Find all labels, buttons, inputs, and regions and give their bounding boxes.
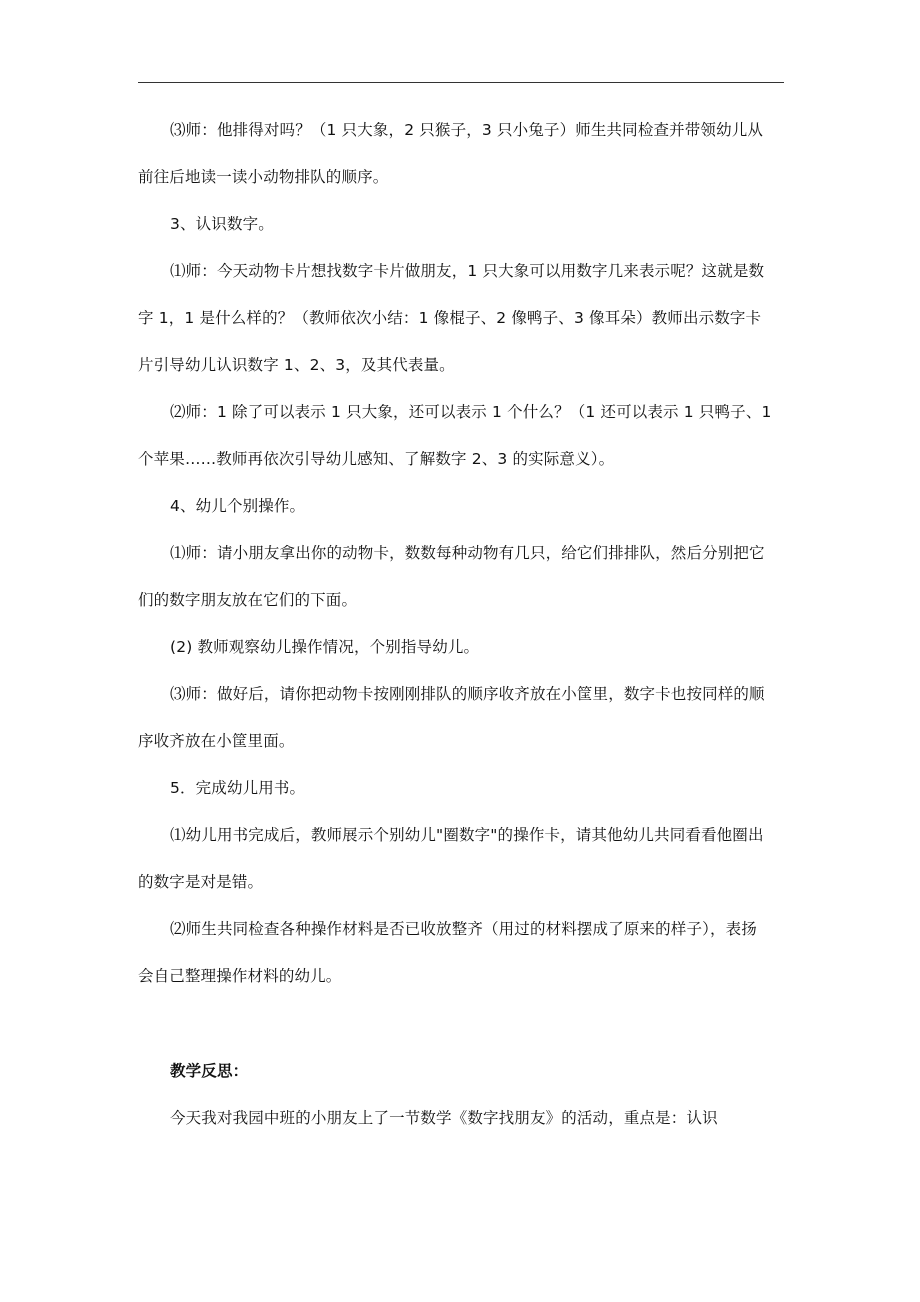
text-line: 们的数字朋友放在它们的下面。 — [138, 591, 358, 609]
text-line: ⑵师：1 除了可以表示 1 只大象，还可以表示 1 个什么？（1 还可以表示 1 只鸭子、1 — [170, 403, 772, 421]
section-heading-5 — [138, 776, 784, 801]
text-line: 个苹果……教师再依次引导幼儿感知、了解数字 2、3 的实际意义）。 — [138, 450, 615, 468]
text-line: ⑴师：请小朋友拿出你的动物卡，数数每种动物有几只，给它们排排队，然后分别把它 — [170, 544, 765, 562]
paragraph-8 — [138, 917, 784, 989]
text-line: ⑵师生共同检查各种操作材料是否已收放整齐（用过的材料摆成了原来的样子），表扬 — [170, 920, 757, 938]
text-line: 片引导幼儿认识数字 1、2、3，及其代表量。 — [138, 356, 455, 374]
text-line: 前往后地读一读小动物排队的顺序。 — [138, 168, 389, 186]
text-line: 3、认识数字。 — [170, 215, 274, 233]
text-line: 序收齐放在小筐里面。 — [138, 732, 295, 750]
text-line: 的数字是对是错。 — [138, 873, 264, 891]
paragraph-2 — [138, 259, 784, 378]
paragraph-5 — [138, 635, 784, 660]
text-line: 5．完成幼儿用书。 — [170, 779, 306, 797]
text-line: ⑴幼儿用书完成后，教师展示个别幼儿"圈数字"的操作卡，请其他幼儿共同看看他圈出 — [170, 826, 764, 844]
text-line: ⑶师：做好后，请你把动物卡按刚刚排队的顺序收齐放在小筐里，数字卡也按同样的顺 — [170, 685, 765, 703]
reflection-section — [138, 1059, 784, 1131]
paragraph-4 — [138, 541, 784, 613]
text-line: ⑴师：今天动物卡片想找数字卡片做朋友，1 只大象可以用数字几来表示呢？这就是数 — [170, 262, 765, 280]
paragraph-7 — [138, 823, 784, 895]
paragraph-6 — [138, 682, 784, 754]
paragraph-3 — [138, 400, 784, 472]
document-body — [138, 118, 784, 1131]
paragraph-1 — [138, 118, 784, 190]
reflection-text: 今天我对我园中班的小朋友上了一节数学《数字找朋友》的活动，重点是：认识 — [170, 1109, 718, 1127]
header-rule — [138, 82, 784, 83]
text-line: ⑶师：他排得对吗？（1 只大象，2 只猴子，3 只小兔子）师生共同检查并带领幼儿从 — [170, 121, 764, 139]
reflection-heading: 教学反思： — [170, 1062, 249, 1080]
text-line: (2) 教师观察幼儿操作情况，个别指导幼儿。 — [170, 638, 480, 656]
text-line: 4、幼儿个别操作。 — [170, 497, 306, 515]
text-line: 会自己整理操作材料的幼儿。 — [138, 967, 342, 985]
text-line: 字 1，1 是什么样的？（教师依次小结：1 像棍子、2 像鸭子、3 像耳朵）教师出示数字卡 — [138, 309, 762, 327]
section-heading-3 — [138, 212, 784, 237]
section-heading-4 — [138, 494, 784, 519]
